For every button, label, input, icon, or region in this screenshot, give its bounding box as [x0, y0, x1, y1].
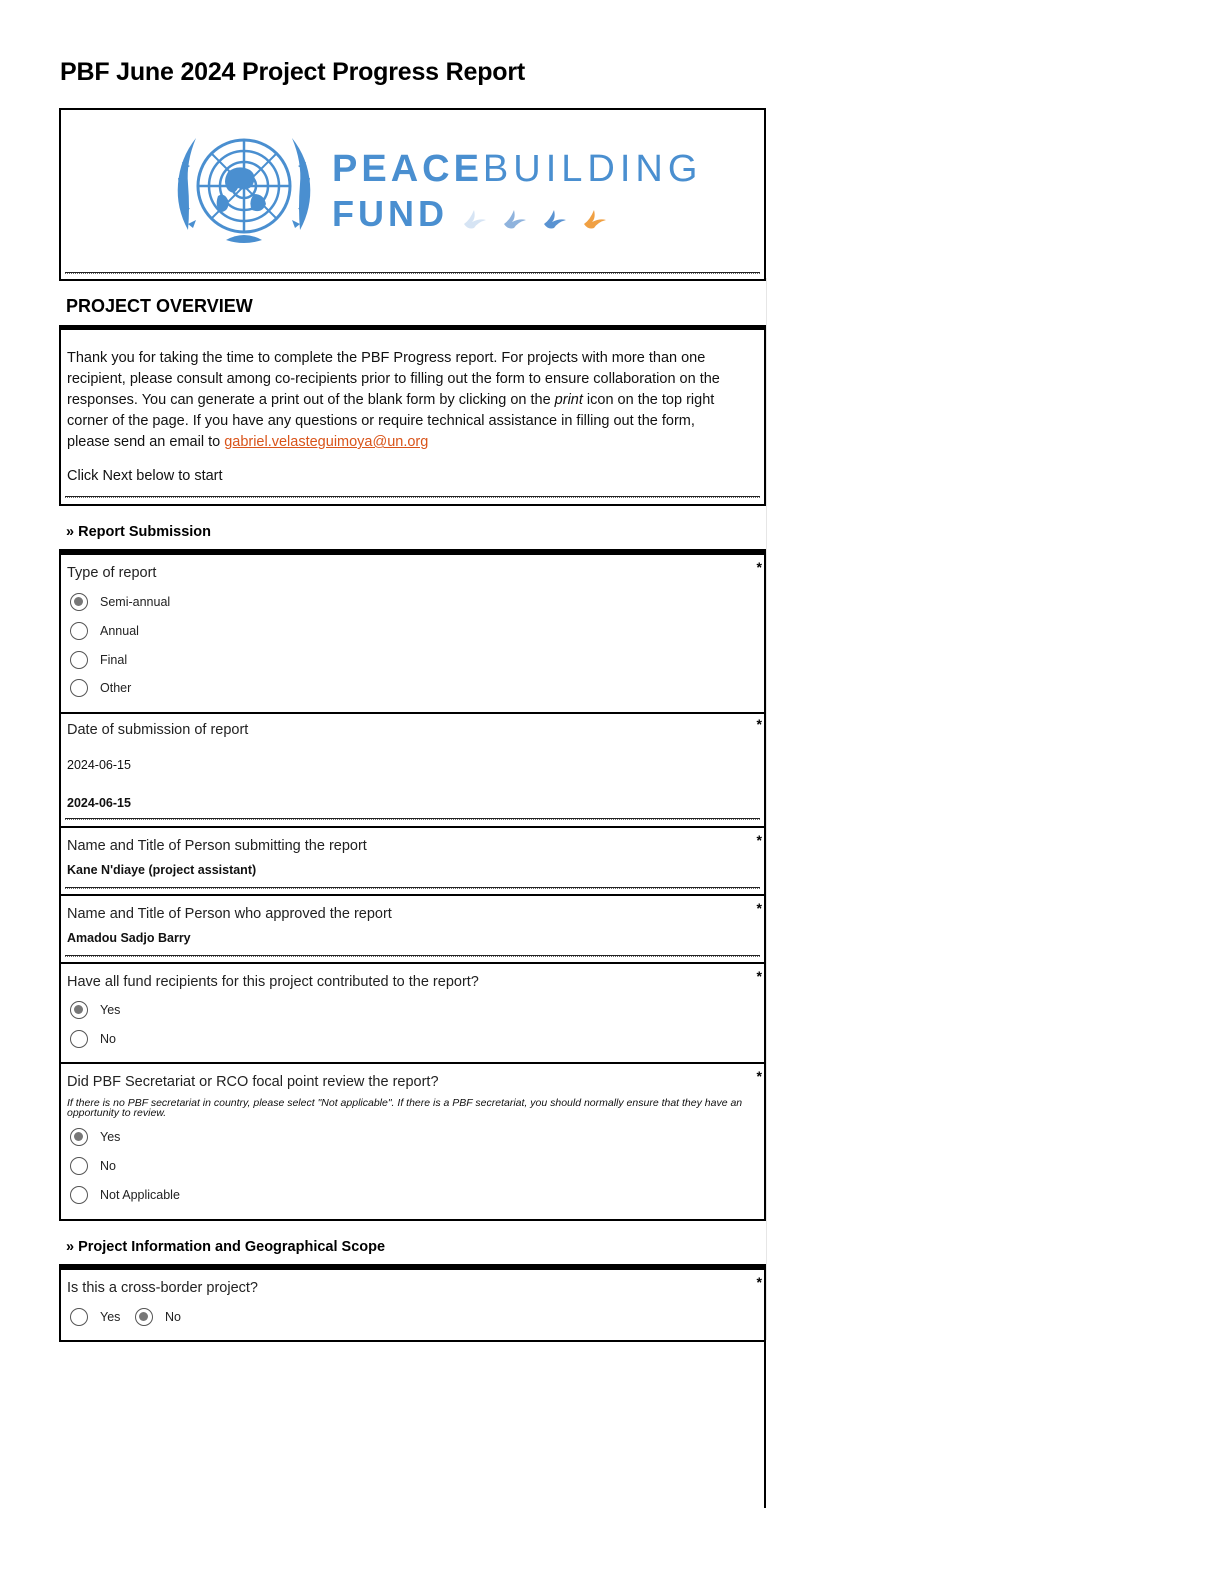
- logo-word-peace: PEACE: [332, 148, 483, 190]
- question-label: Date of submission of report: [67, 722, 249, 738]
- divider: [65, 496, 760, 498]
- radio-button[interactable]: [70, 1030, 88, 1048]
- required-marker: *: [756, 832, 762, 848]
- peacebuilding-fund-logo: [166, 122, 703, 252]
- required-marker: *: [756, 1274, 762, 1290]
- radio-button[interactable]: [70, 1186, 88, 1204]
- radio-option-other[interactable]: Other: [70, 677, 131, 699]
- radio-button[interactable]: [70, 1128, 88, 1146]
- required-marker: *: [756, 900, 762, 916]
- question-type-of-report: [59, 553, 766, 714]
- radio-button[interactable]: [70, 593, 88, 611]
- question-label: Name and Title of Person submitting the report: [67, 838, 367, 854]
- question-label: Did PBF Secretariat or RCO focal point review the report?: [67, 1074, 439, 1090]
- radio-option-not-applicable[interactable]: Not Applicable: [70, 1184, 180, 1206]
- required-marker: *: [756, 559, 762, 575]
- question-label: Name and Title of Person who approved the report: [67, 906, 392, 922]
- section-heading-project-overview: PROJECT OVERVIEW: [66, 296, 253, 316]
- required-marker: *: [756, 1068, 762, 1084]
- question-label: Have all fund recipients for this project contributed to the report?: [67, 974, 479, 990]
- radio-option-yes[interactable]: Yes: [70, 1126, 120, 1148]
- radio-button[interactable]: [70, 622, 88, 640]
- radio-option-no[interactable]: No: [70, 1028, 116, 1050]
- divider: [65, 272, 760, 274]
- radio-button[interactable]: [70, 651, 88, 669]
- intro-text: Thank you for taking the time to complete the PBF Progress report. For projects with more than one recipient, please consult among co-recipients prior to filling out the form to ensure collaboration on the responses. You can generate a print out of the blank form by clicking on the print icon on the top right corner of the page. If you have any questions or require technical assistance in filling out the form, please send an email to gabriel.velasteguimoya@un.org: [67, 350, 720, 450]
- radio-button[interactable]: [70, 1308, 88, 1326]
- page-edge-line: [766, 278, 767, 1340]
- page-title: PBF June 2024 Project Progress Report: [60, 58, 525, 86]
- print-word: print: [554, 392, 583, 408]
- section-heading-project-information: » Project Information and Geographical Scope: [66, 1239, 386, 1255]
- un-emblem-icon: [166, 122, 322, 250]
- required-marker: *: [756, 968, 762, 984]
- date-answer-value: 2024-06-15: [67, 796, 131, 810]
- question-help-text: If there is no PBF secretariat in country, please select "Not applicable". If there is a PBF secretariat, you should normally ensure that they have an opportunity to review.: [67, 1097, 743, 1119]
- question-all-recipients-contributed: [59, 964, 766, 1064]
- radio-button[interactable]: [70, 679, 88, 697]
- question-label: Type of report: [67, 565, 157, 581]
- radio-option-no[interactable]: No: [70, 1155, 116, 1177]
- required-marker: *: [756, 716, 762, 732]
- start-instruction: Click Next below to start: [67, 468, 223, 484]
- question-label: Is this a cross-border project?: [67, 1280, 258, 1296]
- question-approver: [59, 896, 766, 964]
- divider: [65, 887, 760, 889]
- logo-banner: [59, 108, 766, 281]
- radio-option-no[interactable]: No: [135, 1306, 181, 1328]
- logo-wordmark: [332, 148, 702, 235]
- radio-button[interactable]: [70, 1001, 88, 1019]
- doves-icon: [458, 198, 618, 232]
- submitter-name-value: Kane N'diaye (project assistant): [67, 863, 257, 877]
- overview-panel: [59, 330, 766, 506]
- question-secretariat-review: [59, 1064, 766, 1221]
- divider: [65, 955, 760, 957]
- radio-option-semi-annual[interactable]: Semi-annual: [70, 591, 170, 613]
- radio-option-final[interactable]: Final: [70, 649, 127, 671]
- radio-button[interactable]: [135, 1308, 153, 1326]
- question-submitter: [59, 828, 766, 896]
- question-cross-border: [59, 1268, 766, 1342]
- radio-option-annual[interactable]: Annual: [70, 620, 139, 642]
- radio-option-yes[interactable]: Yes: [70, 999, 120, 1021]
- form-continuation-line: [764, 1340, 766, 1508]
- support-email-link[interactable]: gabriel.velasteguimoya@un.org: [224, 434, 429, 450]
- date-input-value[interactable]: 2024-06-15: [67, 758, 131, 772]
- approver-name-value: Amadou Sadjo Barry: [67, 931, 191, 945]
- radio-option-yes[interactable]: Yes: [70, 1306, 120, 1328]
- question-date-of-submission: [59, 712, 766, 828]
- divider: [65, 818, 760, 820]
- radio-button[interactable]: [70, 1157, 88, 1175]
- logo-word-building: BUILDING: [482, 148, 703, 190]
- section-heading-report-submission: » Report Submission: [66, 524, 212, 540]
- logo-word-fund: FUND: [332, 193, 448, 234]
